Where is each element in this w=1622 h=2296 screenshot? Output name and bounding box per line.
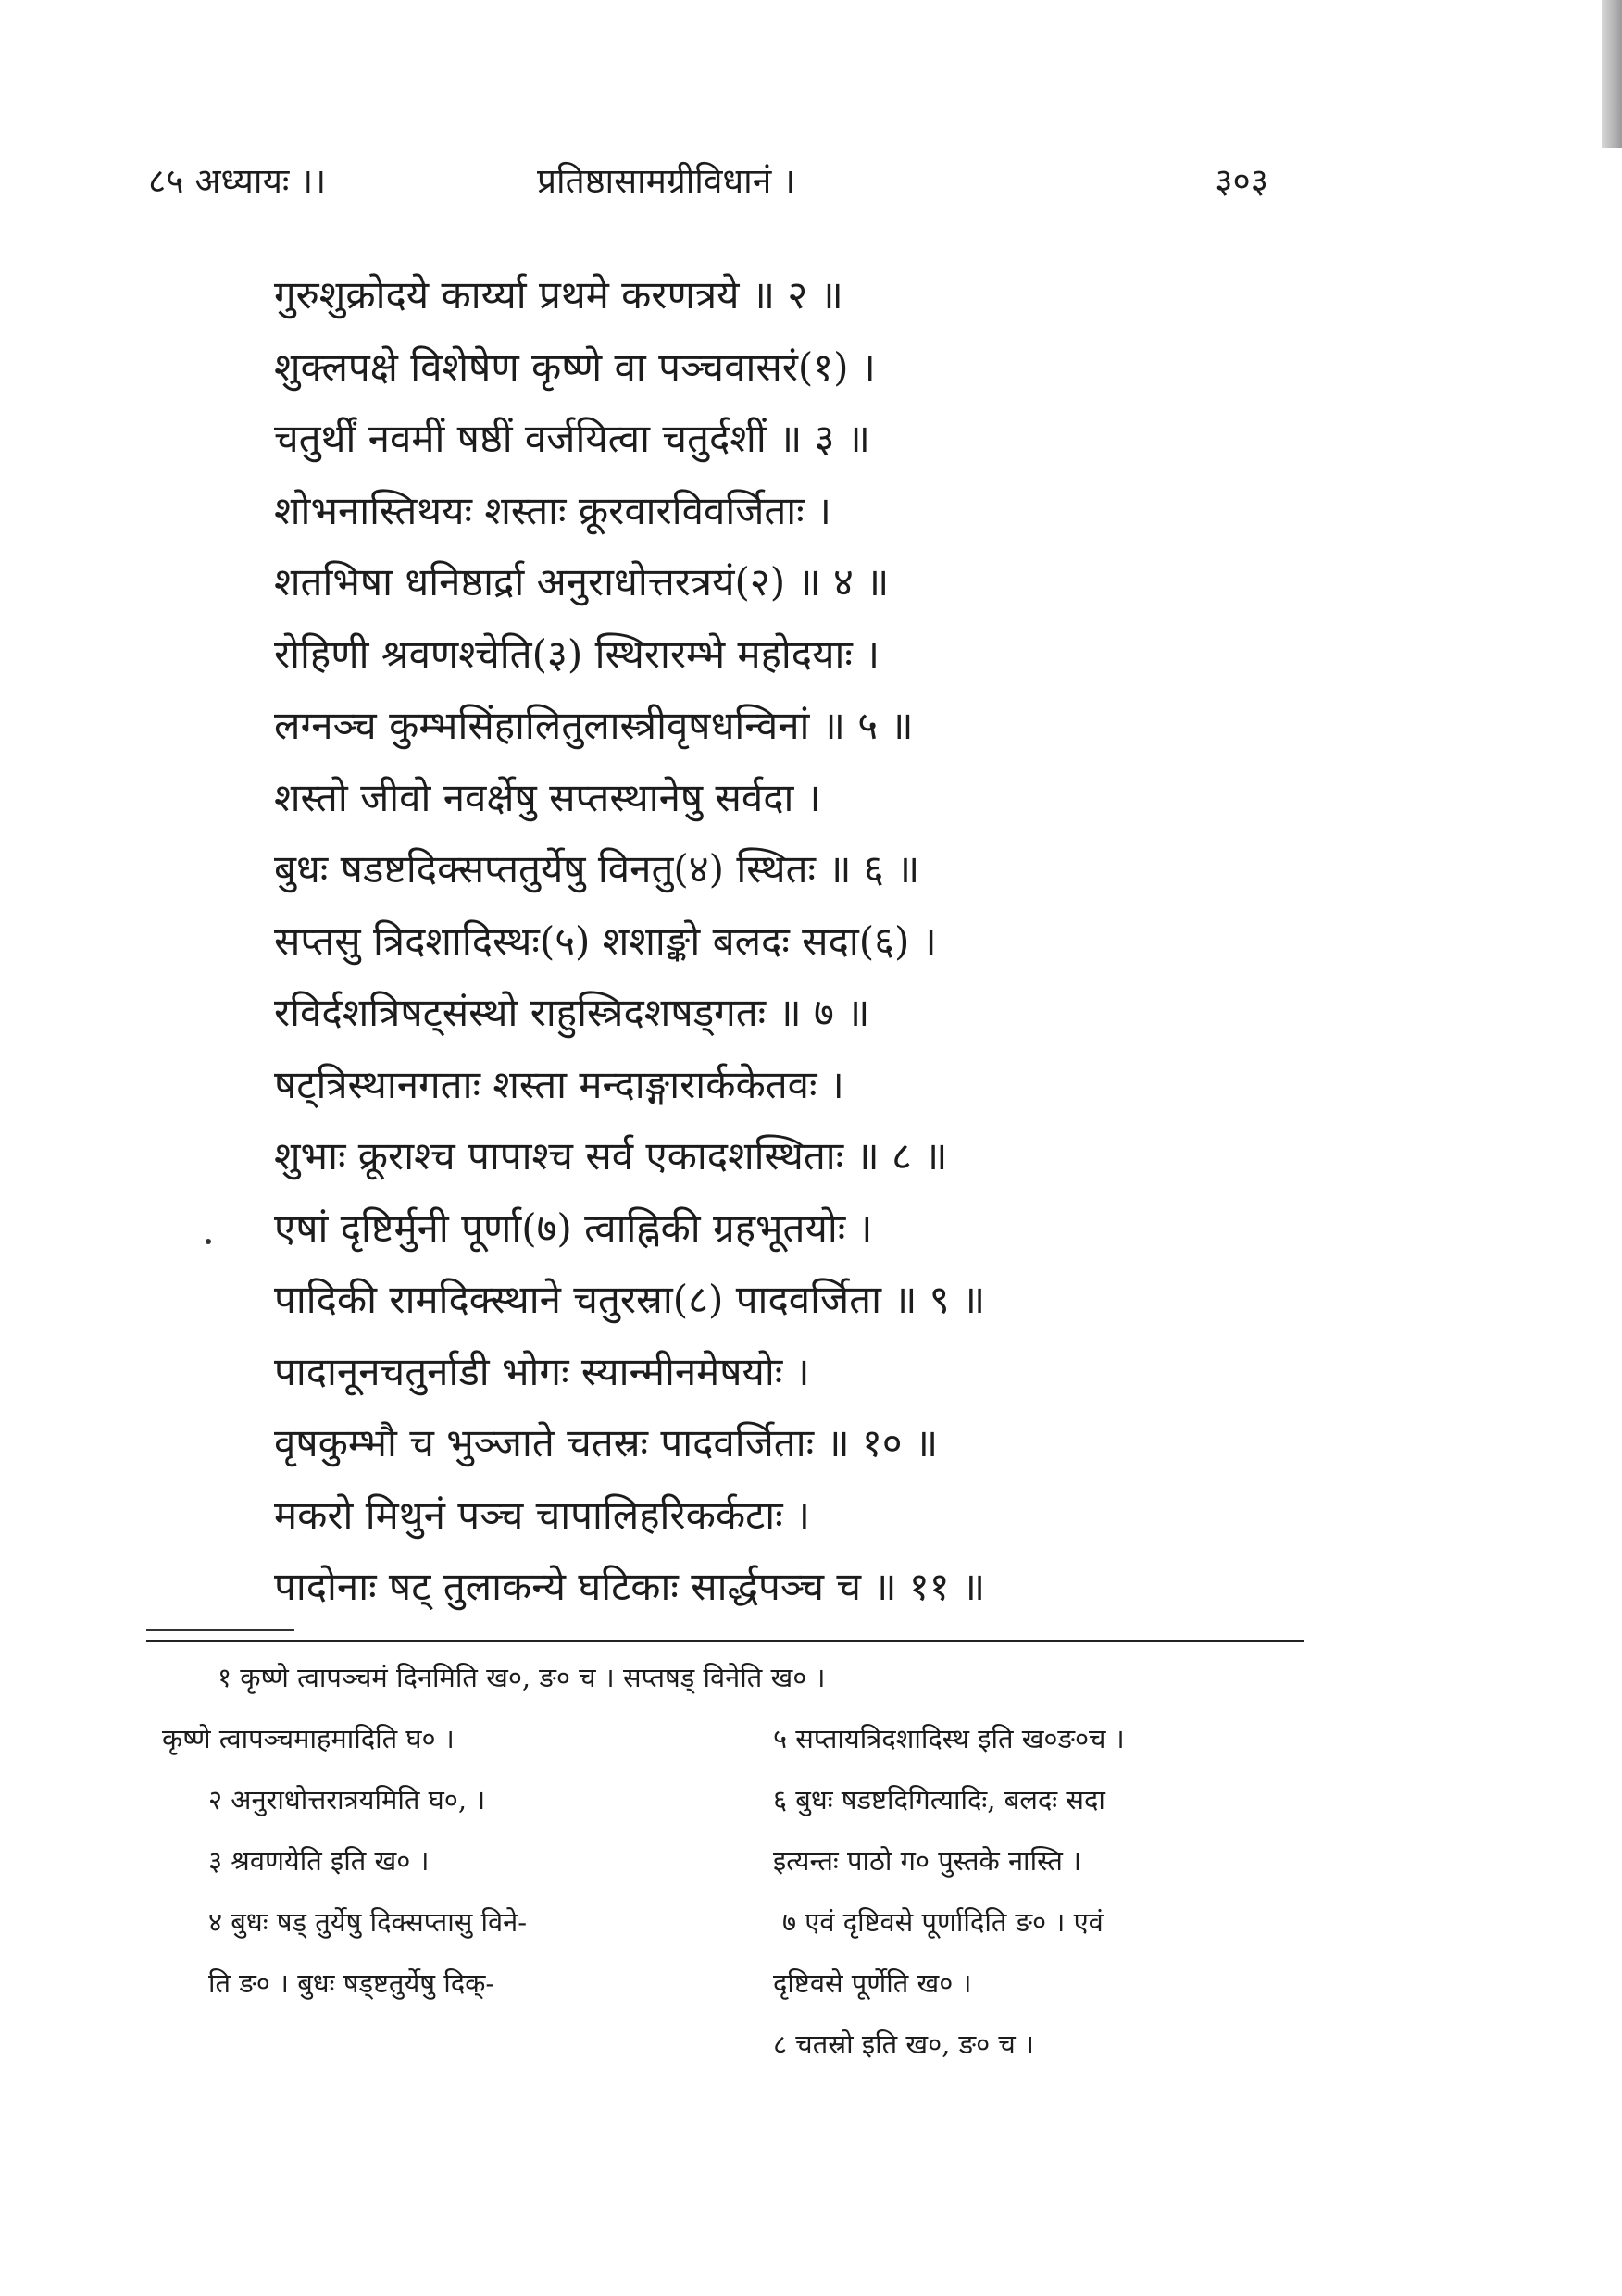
footnote-3: ३ श्रवणयेति इति ख० ।: [208, 1845, 430, 1877]
verse-line: बुधः षडष्टदिक्सप्ततुर्येषु विनतु(४) स्थितः ॥ ६ ॥: [274, 846, 920, 892]
verse-line: वृषकुम्भौ च भुञ्जाते चतस्रः पादवर्जिताः ॥ १० ॥: [274, 1420, 939, 1466]
chapter-heading: ८५ अध्यायः ।।: [148, 161, 327, 201]
verse-line: एषां दृष्टिर्मुनी पूर्णा(७) त्वाह्निकी ग्रहभूतयोः ।: [274, 1204, 873, 1251]
section-title: प्रतिष्ठासामग्रीविधानं ।: [537, 161, 796, 201]
verse-line: पादोनाः षट् तुलाकन्ये घटिकाः सार्द्धपञ्च च ॥ ११ ॥: [274, 1564, 986, 1609]
verse-line: रविर्दशत्रिषट्संस्थो राहुस्त्रिदशषड्गतः ॥ ७ ॥: [274, 990, 870, 1035]
footnote-rule: [146, 1640, 1304, 1642]
footnote-8: ८ चतस्रो इति ख०, ङ० च ।: [773, 2028, 1034, 2060]
verse-line: षट्त्रिस्थानगताः शस्ता मन्दाङ्गारार्ककेतवः ।: [274, 1061, 844, 1107]
verse-line: शुक्लपक्षे विशेषेण कृष्णे वा पञ्चवासरं(१) ।: [274, 343, 876, 390]
verse-line: शोभनास्तिथयः शस्ताः क्रूरवारविवर्जिताः ।: [274, 487, 831, 533]
verse-line: गुरुशुक्रोदये कार्य्या प्रथमे करणत्रये ॥ २ ॥: [274, 272, 843, 318]
footnote-6: ६ बुधः षडष्टदिगित्यादिः, बलदः सदा: [773, 1784, 1105, 1816]
verse-line: शुभाः क्रूराश्च पापाश्च सर्व एकादशस्थिताः ॥ ८ ॥: [274, 1133, 948, 1179]
verse-line: रोहिणी श्रवणश्चेति(३) स्थिरारम्भे महोदयाः ।: [274, 630, 880, 677]
page-number: ३०३: [1215, 161, 1268, 201]
verse-line: लग्नञ्च कुम्भसिंहालितुलास्त्रीवृषधन्विनां ॥ ५ ॥: [274, 703, 914, 748]
footnote-7-continued: दृष्टिवसे पूर्णेति ख० ।: [773, 1967, 972, 1999]
stray-ink-mark: [206, 1239, 211, 1244]
running-header: [139, 156, 1278, 202]
verse-line: चतुर्थीं नवमीं षष्ठीं वर्जयित्वा चतुर्दशीं ॥ ३ ॥: [274, 416, 870, 461]
verse-line: शस्तो जीवो नवर्क्षेषु सप्तस्थानेषु सर्वदा ।: [274, 774, 821, 820]
verse-line: मकरो मिथुनं पञ्च चापालिहरिकर्कटाः ।: [274, 1491, 810, 1538]
footnote-rule-short: [146, 1629, 294, 1631]
scan-edge-shadow: [1602, 0, 1622, 148]
verse-line: पादिकी रामदिक्स्थाने चतुरस्रा(८) पादवर्जिता ॥ ९ ॥: [274, 1277, 986, 1322]
verse-block: [274, 259, 1311, 1623]
verse-line: पादानूनचतुर्नाडी भोगः स्यान्मीनमेषयोः ।: [274, 1348, 810, 1394]
footnote-5: ५ सप्तायत्रिदशादिस्थ इति ख०ङ०च ।: [773, 1723, 1125, 1754]
verse-line: शतभिषा धनिष्ठार्द्रा अनुराधोत्तरत्रयं(२) ॥ ४ ॥: [274, 559, 890, 605]
footnote-4: ४ बुधः षड् तुर्येषु दिक्सप्तासु विने-: [208, 1906, 528, 1938]
footnote-4-continued: ति ङ० । बुधः षड्ष्टतुर्येषु दिक्-: [208, 1967, 495, 1999]
footnote-1: १ कृष्णे त्वापञ्चमं दिनमिति ख०, ङ० च । सप्तषड् विनेति ख० ।: [218, 1662, 826, 1693]
footnote-1-continued: कृष्णे त्वापञ्चमाहमादिति घ० ।: [162, 1723, 455, 1754]
verse-line: सप्तसु त्रिदशादिस्थः(५) शशाङ्को बलदः सदा(६) ।: [274, 917, 937, 964]
footnote-2: २ अनुराधोत्तरात्रयमिति घ०, ।: [208, 1784, 486, 1816]
footnote-6-continued: इत्यन्तः पाठो ग० पुस्तके नास्ति ।: [773, 1845, 1082, 1877]
footnote-7: ७ एवं दृष्टिवसे पूर्णादिति ङ० । एवं: [782, 1906, 1104, 1938]
